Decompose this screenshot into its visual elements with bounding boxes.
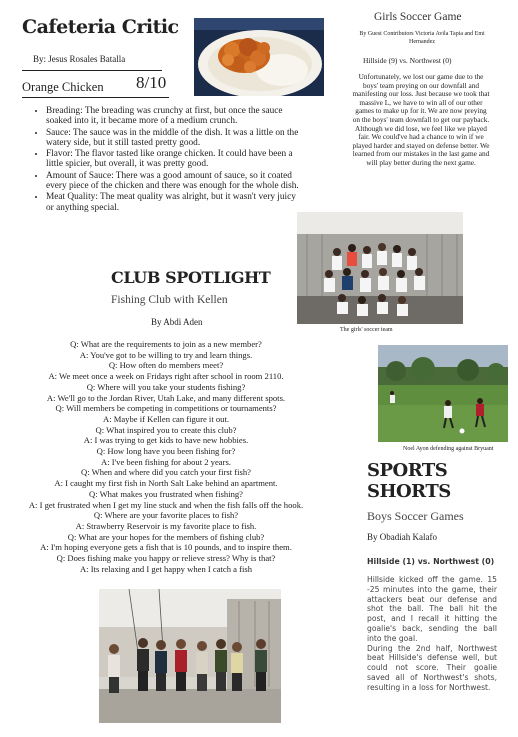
interview-line: A: You've got to be willing to try and learn things.: [79, 349, 253, 360]
review-point: • Amount of Sauce: There was a good amount of sauce, so it coated every piece of the chicken and there was enough for the whole dish.: [46, 171, 300, 192]
interview-line: Q: What are your hopes for the members of fishing club?: [67, 531, 265, 542]
girls-soccer-team-photo: [297, 212, 463, 324]
review-point: • Breading: The breading was crunchy at first, but once the sauce soaked into it, it became more of a medium crunch.: [46, 106, 300, 127]
interview-line: A: We'll go to the Jordan River, Utah Lake, and many different spots.: [46, 392, 286, 403]
sports-shorts-heading: [367, 460, 451, 502]
interview-line: Q: What makes you frustrated when fishing?: [88, 488, 243, 499]
boys-soccer-body: [367, 575, 497, 693]
interview-line: A: We meet once a week on Fridays right after school in room 2110.: [48, 371, 284, 382]
interview-line: A: I caught my first fish in North Salt Lake behind an apartment.: [54, 478, 278, 489]
interview-line: Q: How often do members meet?: [108, 360, 224, 371]
cafeteria-critic-title: Cafeteria Critic: [22, 16, 179, 38]
girls-soccer-heading: Girls Soccer Game: [374, 11, 462, 23]
review-point: • Flavor: The flavor tasted like orange chicken. It could have been a little spicier, but overall, it was pretty good.: [46, 149, 300, 170]
review-points: [32, 106, 300, 214]
interview-line: A: Maybe if Kellen can figure it out.: [102, 413, 229, 424]
club-interview: [20, 339, 312, 574]
critic-byline: By: Jesus Rosales Batalla: [33, 54, 126, 64]
interview-line: Q: Where will you take your students fishing?: [86, 381, 246, 392]
girls-soccer-body: Unfortunately, we lost our game due to the boys' team preying on our downfall and manifesting our loss. Just because we took that massive L, we have to win all of our other games to make up for it. We are now preying on the boys' team downfall to get our payback. Although we did lose, we feel like we played fair. We could've had a chance to win if we played harder and stayed on defense better. We learned from our mistakes in the last game and will play better during the next game.: [352, 72, 490, 167]
interview-line: A: I get frustrated when I get my line stuck and when the fish falls off the hook.: [28, 499, 304, 510]
review-point: • Meat Quality: The meat quality was alright, but it wasn't very juicy or anything special.: [46, 192, 300, 213]
fishing-club-photo: [99, 589, 281, 723]
interview-line: A: I've been fishing for about 2 years.: [101, 456, 231, 467]
girls-soccer-score: Hillside (9) vs. Northwest (0): [363, 56, 452, 65]
review-point: • Sauce: The sauce was in the middle of the dish. It was a little on the watery side, but it still tasted pretty good.: [46, 128, 300, 149]
food-score: 8/10: [136, 73, 167, 92]
club-spotlight-heading: CLUB SPOTLIGHT: [111, 268, 271, 287]
club-subheading: Fishing Club with Kellen: [111, 294, 228, 306]
divider: [22, 70, 162, 71]
interview-line: Q: Will members be competing in competitions or tournaments?: [55, 403, 277, 414]
boys-soccer-subheading: Boys Soccer Games: [367, 509, 464, 523]
boys-soccer-byline: By Obadiah Kalafo: [367, 532, 437, 542]
boys-soccer-score: Hillside (1) vs. Northwest (0): [367, 557, 495, 566]
interview-line: A: Strawberry Reservoir is my favorite place to fish.: [75, 520, 257, 531]
divider: [22, 97, 169, 98]
interview-line: Q: Does fishing make you happy or relieve stress? Why is that?: [56, 553, 276, 564]
interview-line: Q: How long have you been fishing for?: [96, 446, 236, 457]
orange-chicken-photo: [194, 18, 324, 96]
sports-shorts-line1: SPORTS: [367, 460, 448, 481]
interview-line: A: I'm hoping everyone gets a fish that is 10 pounds, and to inspire them.: [40, 542, 292, 553]
interview-line: Q: What are the requirements to join as a new member?: [70, 339, 262, 349]
interview-line: Q: When and where did you catch your first fish?: [81, 467, 251, 478]
soccer-action-photo: [378, 345, 508, 442]
club-byline: By Abdi Aden: [151, 317, 203, 327]
interview-line: A: I was trying to get kids to have new hobbies.: [83, 435, 249, 446]
boys-soccer-paragraph: During the 2nd half, Northwest beat Hillside's defense well, but could not score. Their goalie saved all of Northwest's shots, resulting in a loss for Northwest.: [367, 643, 497, 692]
interview-line: A: Its relaxing and I get happy when I catch a fish: [79, 563, 253, 574]
girls-team-photo-caption: The girls' soccer team: [340, 327, 393, 333]
boys-soccer-paragraph: Hillside kicked off the game. 15 -25 minutes into the game, their attackers beat our defense and shot the ball. The ball hit the post, and I recall it hitting the goalie's back, sending the ball into the goal.: [367, 575, 497, 643]
soccer-action-caption: Noel Ayon defending against Bryuant: [403, 446, 494, 452]
girls-soccer-contributors: By Guest Contributors Victoria Avila Tapia and Emi Hernandez: [359, 31, 485, 45]
sports-shorts-line2: SHORTS: [367, 481, 451, 502]
interview-line: Q: Where are your favorite places to fish?: [93, 510, 239, 521]
food-item-name: Orange Chicken: [22, 80, 104, 94]
interview-line: Q: What inspired you to create this club?: [95, 424, 237, 435]
